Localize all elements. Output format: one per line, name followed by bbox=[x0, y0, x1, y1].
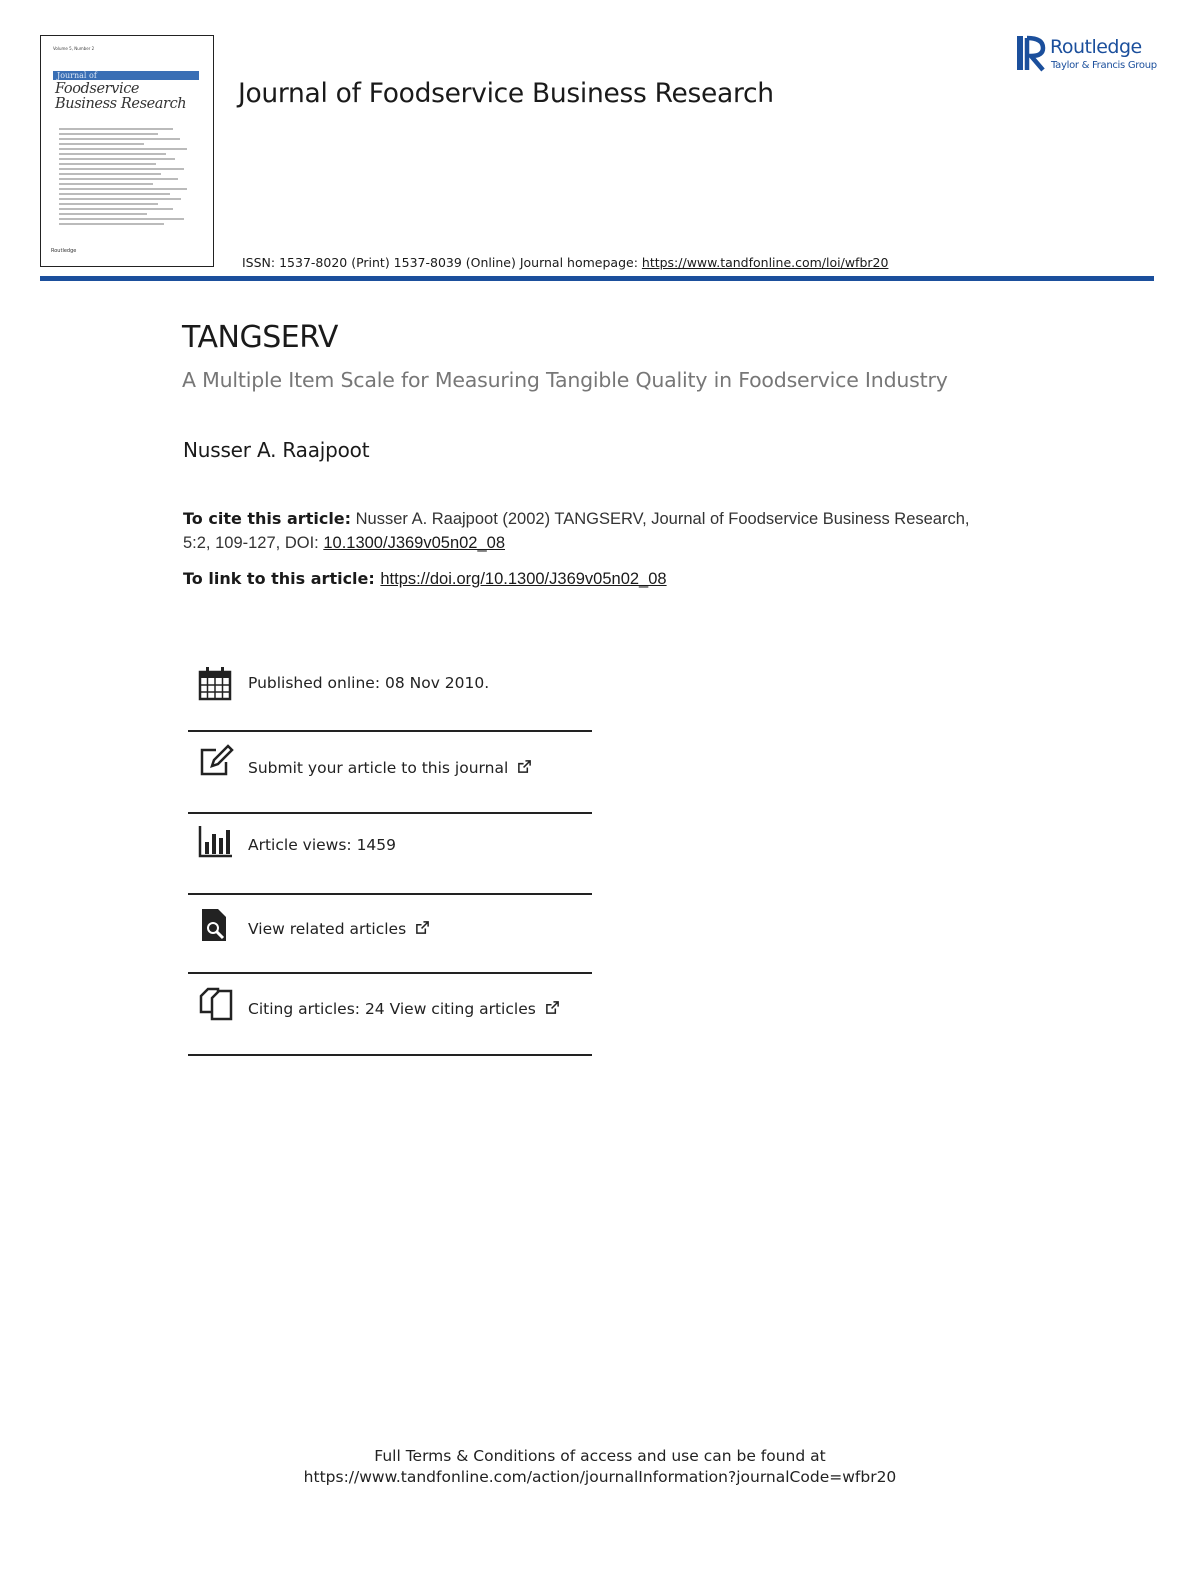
divider bbox=[188, 972, 592, 974]
article-doi-url[interactable]: https://doi.org/10.1300/J369v05n02_08 bbox=[380, 570, 667, 588]
calendar-icon bbox=[198, 666, 234, 702]
published-text: Published online: 08 Nov 2010. bbox=[248, 674, 490, 692]
citation-label: To cite this article: bbox=[183, 509, 352, 528]
article-author: Nusser A. Raajpoot bbox=[183, 438, 370, 462]
bar-chart-icon bbox=[198, 824, 234, 860]
doi-link[interactable]: 10.1300/J369v05n02_08 bbox=[323, 534, 506, 552]
article-title: TANGSERV bbox=[182, 320, 338, 355]
citation-block bbox=[183, 507, 983, 555]
submit-text[interactable]: Submit your article to this journal bbox=[248, 759, 509, 777]
article-link-label: To link to this article: bbox=[183, 569, 381, 588]
divider bbox=[188, 730, 592, 732]
cover-band: Journal of bbox=[53, 71, 199, 80]
issn-text: ISSN: 1537-8020 (Print) 1537-8039 (Online) Journal homepage: bbox=[242, 255, 642, 270]
citation-text: Nusser A. Raajpoot (2002) TANGSERV, Journal of Foodservice Business Research, 5:2, 109-127, DOI: bbox=[183, 510, 970, 552]
journal-homepage-link[interactable]: https://www.tandfonline.com/loi/wfbr20 bbox=[641, 255, 889, 270]
search-document-icon bbox=[198, 907, 234, 943]
edit-icon bbox=[198, 744, 234, 780]
header-rule bbox=[40, 276, 1154, 281]
footer-url[interactable]: https://www.tandfonline.com/action/journalInformation?journalCode=wfbr20 bbox=[303, 1468, 897, 1486]
issn-line bbox=[242, 255, 888, 270]
external-link-icon bbox=[517, 759, 532, 774]
copy-documents-icon bbox=[198, 986, 234, 1022]
views-text: Article views: 1459 bbox=[248, 836, 397, 854]
external-link-icon bbox=[545, 1000, 560, 1015]
journal-title: Journal of Foodservice Business Research bbox=[238, 78, 774, 109]
divider bbox=[188, 812, 592, 814]
external-link-icon bbox=[415, 920, 430, 935]
divider bbox=[188, 1054, 592, 1056]
divider bbox=[188, 893, 592, 895]
publisher-group: Taylor & Francis Group bbox=[1051, 60, 1157, 71]
footer-terms: Full Terms & Conditions of access and use can be found at bbox=[374, 1447, 826, 1465]
article-link-block bbox=[183, 569, 667, 589]
cover-volume: Volume 5, Number 2 bbox=[53, 46, 95, 51]
citing-text[interactable]: Citing articles: 24 View citing articles bbox=[248, 1000, 536, 1018]
footer bbox=[0, 1446, 1200, 1488]
article-subtitle: A Multiple Item Scale for Measuring Tangible Quality in Foodservice Industry bbox=[182, 368, 948, 392]
cover-toc-lines bbox=[59, 128, 201, 228]
cover-title: Foodservice Business Research bbox=[55, 81, 187, 112]
related-text[interactable]: View related articles bbox=[248, 920, 407, 938]
publisher-name: Routledge bbox=[1050, 36, 1142, 58]
cover-publisher-mark: Routledge bbox=[51, 248, 77, 254]
journal-cover-thumbnail bbox=[40, 35, 214, 267]
